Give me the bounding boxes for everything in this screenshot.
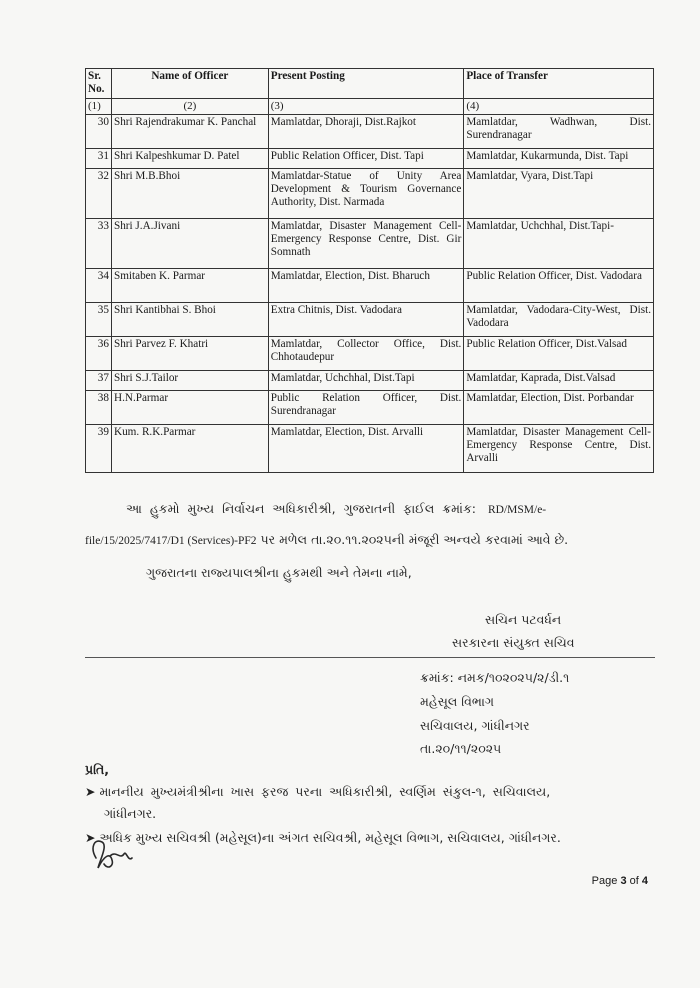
cell-sr: 32 [86, 169, 112, 219]
table-row [86, 371, 654, 391]
header-place-of-transfer: Place of Transfer [464, 69, 654, 99]
cell-name: Shri M.B.Bhoi [111, 169, 268, 219]
cell-name: Shri Rajendrakumar K. Panchal [111, 115, 268, 149]
order-paragraph-line3: ગુજરાતના રાજ્યપાલશ્રીના હુકમથી અને તેમના નામે, [146, 565, 412, 580]
reference-number: ક્રમાંક: નમક/૧૦૨૦૨૫/૨/ડી.૧ [420, 670, 570, 685]
cell-name: Shri Kantibhai S. Bhoi [111, 303, 268, 337]
handwritten-signature-icon [80, 830, 140, 875]
recipient-item [85, 830, 561, 846]
cell-transfer: Mamlatdar, Vyara, Dist.Tapi [464, 169, 654, 219]
order-paragraph-line1 [126, 501, 546, 517]
arrow-bullet-icon: ➤ [85, 830, 96, 845]
cell-sr: 33 [86, 219, 112, 269]
cell-present: Mamlatdar, Election, Dist. Arvalli [268, 425, 464, 473]
cell-name: Shri Parvez F. Khatri [111, 337, 268, 371]
order-line2-text: પર મળેલ તા.૨૦.૧૧.૨૦૨૫ની મંજૂરી અન્વયે કરવામાં આવે છે. [260, 532, 569, 547]
order-line1-text: આ હુકમો મુખ્ય નિર્વાચન અધિકારીશ્રી, ગુજરાતની ફાઈલ ક્રમાંક: [126, 501, 476, 516]
colnum-1: (1) [86, 99, 112, 115]
cell-present: Mamlatdar, Collector Office, Dist. Chhotaudepur [268, 337, 464, 371]
recipient-line1: અધિક મુખ્ય સચિવશ્રી (મહેસૂલ)ના અંગત સચિવશ્રી, મહેસૂલ વિભાગ, સચિવાલય, ગાંધીનગર. [99, 830, 561, 845]
arrow-bullet-icon: ➤ [85, 784, 96, 799]
recipient-item [85, 784, 550, 800]
cell-name: Shri S.J.Tailor [111, 371, 268, 391]
cell-transfer: Mamlatdar, Disaster Management Cell-Emergency Response Centre, Dist. Arvalli [464, 425, 654, 473]
header-sr-no: Sr. No. [86, 69, 112, 99]
cell-transfer: Public Relation Officer, Dist. Vadodara [464, 269, 654, 303]
cell-present: Extra Chitnis, Dist. Vadodara [268, 303, 464, 337]
table-row [86, 337, 654, 371]
page-of: of [629, 875, 639, 887]
cell-transfer: Mamlatdar, Kukarmunda, Dist. Tapi [464, 149, 654, 169]
separator-line [85, 657, 655, 658]
cell-transfer: Public Relation Officer, Dist.Valsad [464, 337, 654, 371]
cell-present: Public Relation Officer, Dist. Surendranagar [268, 391, 464, 425]
cell-present: Mamlatdar, Election, Dist. Bharuch [268, 269, 464, 303]
recipient-line1: માનનીય મુખ્યમંત્રીશ્રીના ખાસ ફરજ પરના અધિકારીશ્રી, સ્વર્ણિમ સંકુલ-૧, સચિવાલય, [99, 784, 551, 799]
table-row [86, 269, 654, 303]
cell-name: H.N.Parmar [111, 391, 268, 425]
header-present-posting: Present Posting [268, 69, 464, 99]
cell-name: Smitaben K. Parmar [111, 269, 268, 303]
reference-date: તા.૨૦/૧૧/૨૦૨૫ [420, 741, 502, 756]
page-label: Page [591, 875, 618, 887]
table-row [86, 303, 654, 337]
table-row [86, 149, 654, 169]
header-name: Name of Officer [111, 69, 268, 99]
cell-sr: 34 [86, 269, 112, 303]
cell-name: Shri J.A.Jivani [111, 219, 268, 269]
colnum-3: (3) [268, 99, 464, 115]
table-row [86, 391, 654, 425]
cell-sr: 31 [86, 149, 112, 169]
page-number [592, 875, 648, 887]
cell-transfer: Mamlatdar, Kaprada, Dist.Valsad [464, 371, 654, 391]
table-row [86, 219, 654, 269]
colnum-4: (4) [464, 99, 654, 115]
cell-sr: 37 [86, 371, 112, 391]
transfer-table [85, 68, 654, 473]
cell-present: Mamlatdar, Uchchhal, Dist.Tapi [268, 371, 464, 391]
cell-name: Shri Kalpeshkumar D. Patel [111, 149, 268, 169]
cell-sr: 39 [86, 425, 112, 473]
table-header-row [86, 69, 654, 99]
cell-transfer: Mamlatdar, Uchchhal, Dist.Tapi- [464, 219, 654, 269]
file-ref-a: RD/MSM/e- [487, 504, 547, 516]
cell-present: Mamlatdar-Statue of Unity Area Development & Tourism Governance Authority, Dist. Narmada [268, 169, 464, 219]
cell-present: Mamlatdar, Disaster Management Cell-Emergency Response Centre, Dist. Gir Somnath [268, 219, 464, 269]
page-total: 4 [641, 875, 648, 887]
cell-transfer: Mamlatdar, Election, Dist. Porbandar [464, 391, 654, 425]
order-paragraph-line2 [85, 532, 568, 548]
table-row [86, 425, 654, 473]
cell-sr: 38 [86, 391, 112, 425]
table-row [86, 115, 654, 149]
signatory-name: સચિન પટવર્ધન [485, 612, 562, 627]
reference-department: મહેસૂલ વિભાગ [420, 694, 495, 709]
cell-transfer: Mamlatdar, Wadhwan, Dist. Surendranagar [464, 115, 654, 149]
colnum-2: (2) [111, 99, 268, 115]
page-current: 3 [620, 875, 627, 887]
cell-sr: 35 [86, 303, 112, 337]
cell-name: Kum. R.K.Parmar [111, 425, 268, 473]
table-colnum-row [86, 99, 654, 115]
file-ref-b: file/15/2025/7417/D1 (Services)-PF2 [85, 535, 257, 547]
cell-transfer: Mamlatdar, Vadodara-City-West, Dist. Vadodara [464, 303, 654, 337]
cell-sr: 30 [86, 115, 112, 149]
cell-sr: 36 [86, 337, 112, 371]
table-row [86, 169, 654, 219]
reference-place: સચિવાલય, ગાંધીનગર [420, 718, 530, 733]
recipients-heading: પ્રતિ, [85, 762, 109, 777]
recipient-line2: ગાંધીનગર. [104, 806, 157, 821]
cell-present: Mamlatdar, Dhoraji, Dist.Rajkot [268, 115, 464, 149]
cell-present: Public Relation Officer, Dist. Tapi [268, 149, 464, 169]
signatory-designation: સરકારના સંયુક્ત સચિવ [452, 635, 575, 650]
